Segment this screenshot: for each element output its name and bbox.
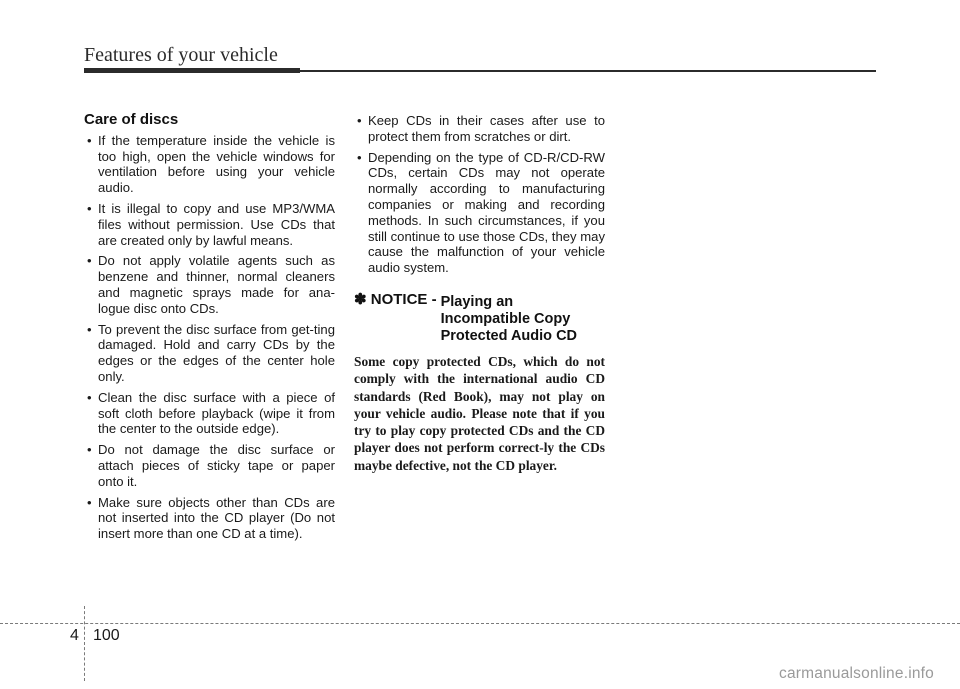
care-of-discs-list-continued	[354, 113, 605, 276]
header-rule-thin	[300, 70, 876, 72]
list-item-text: Do not damage the disc surface or attach pieces of sticky tape or paper onto it.	[98, 442, 335, 489]
list-item-text: Do not apply volatile agents such as benzene and thinner, normal cleaners and magnetic sprays made for ana-logue disc onto CDs.	[98, 253, 335, 316]
list-item-text: If the temperature inside the vehicle is too high, open the vehicle windows for ventilation before using your vehicle audio.	[98, 132, 335, 196]
bullet-icon: •	[87, 442, 92, 458]
list-item-text: Clean the disc surface with a piece of soft cloth before playback (wipe it from the center to the outside edge).	[98, 389, 335, 437]
footer-dashed-rule	[0, 623, 960, 624]
list-item-text: Keep CDs in their cases after use to protect them from scratches or dirt.	[368, 113, 605, 144]
list-item-text: Make sure objects other than CDs are not inserted into the CD player (Do not insert more than one CD at a time).	[98, 494, 335, 542]
notice-star-icon: ✽	[354, 290, 367, 308]
notice-label-text: NOTICE -	[370, 290, 437, 308]
list-item	[84, 253, 335, 316]
bullet-icon: •	[87, 494, 92, 510]
bullet-icon: •	[87, 321, 92, 337]
list-item	[84, 495, 335, 542]
notice-body: Some copy protected CDs, which do not comply with the international audio CD standards (Red Book), may not play on your vehicle audio. Please note that if you try to play copy protected CDs and the CD player does not perform correct-ly the CDs maybe defective, not the CD player.	[354, 353, 605, 473]
list-item	[84, 133, 335, 196]
bullet-icon: •	[87, 200, 92, 216]
notice-title: Playing an Incompatible Copy Protected Audio CD	[440, 293, 578, 344]
list-item	[84, 390, 335, 437]
list-item	[84, 442, 335, 489]
notice-label	[354, 292, 437, 308]
page-header-title: Features of your vehicle	[84, 44, 278, 66]
section-title: Care of discs	[84, 111, 179, 128]
bullet-icon: •	[357, 149, 362, 165]
right-column	[354, 113, 605, 487]
chapter-number: 4	[70, 627, 79, 644]
list-item-text: Depending on the type of CD-R/CD-RW CDs, certain CDs may not operate normally according to manufacturing companies or making and recording methods. In such circumstances, if you still continue to use those CDs, they may cause the malfunction of your vehicle audio system.	[368, 149, 605, 276]
bullet-icon: •	[357, 113, 362, 128]
watermark: carmanualsonline.info	[779, 665, 934, 682]
list-item	[354, 113, 605, 145]
left-column	[84, 112, 335, 547]
page-number: 100	[93, 627, 120, 644]
notice-heading	[354, 292, 605, 345]
bullet-icon: •	[87, 132, 92, 148]
footer-dashed-divider	[84, 606, 85, 681]
list-item	[84, 201, 335, 248]
list-item-text: It is illegal to copy and use MP3/WMA files without permission. Use CDs that are created only by lawful means.	[98, 200, 335, 248]
bullet-icon: •	[87, 253, 92, 269]
list-item	[84, 322, 335, 385]
care-of-discs-list	[84, 133, 335, 542]
list-item-text: To prevent the disc surface from get-ting damaged. Hold and carry CDs by the edges or the edges of the center hole only.	[98, 321, 335, 384]
list-item	[354, 150, 605, 276]
bullet-icon: •	[87, 389, 92, 405]
header-rule-thick	[84, 68, 300, 73]
